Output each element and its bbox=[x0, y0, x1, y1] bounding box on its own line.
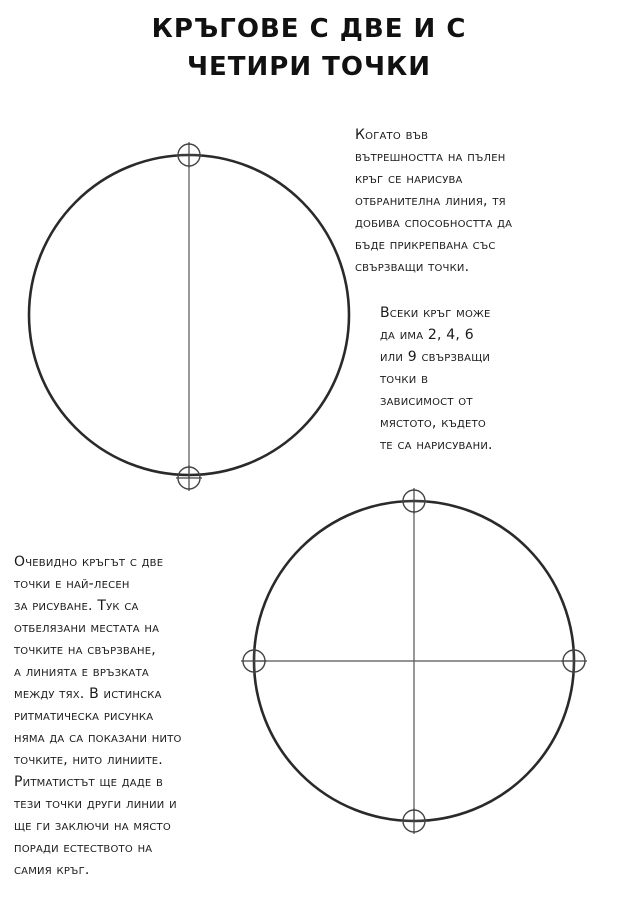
paragraph-line: те са нарисувани. bbox=[380, 437, 493, 453]
paragraph-line: Очевидно кръгът с две bbox=[14, 554, 164, 570]
paragraph-line: добива способността да bbox=[355, 215, 513, 231]
paragraph-line: мястото, където bbox=[380, 415, 486, 431]
paragraph-line: ритматическа рисунка bbox=[14, 708, 154, 724]
paragraph-line: вътрешността на пълен bbox=[355, 149, 506, 165]
title-line-1: КРЪГОВЕ С ДВЕ И С bbox=[151, 14, 467, 44]
page-title bbox=[0, 10, 618, 86]
paragraph-line: точките на свързване, bbox=[14, 642, 156, 658]
paragraph-line: точките, нито линиите. bbox=[14, 752, 163, 768]
paragraph-line: точки е най-лесен bbox=[14, 576, 130, 592]
paragraph-line: а линията е връзката bbox=[14, 664, 149, 680]
connection-point-top-marker bbox=[401, 488, 427, 514]
connection-point-bottom-marker bbox=[401, 808, 427, 834]
paragraph-line: поради естеството на bbox=[14, 840, 153, 856]
paragraph-line: Ритматистът ще даде в bbox=[14, 774, 164, 790]
title-line-2: ЧЕТИРИ ТОЧКИ bbox=[187, 52, 431, 82]
connection-point-right-marker bbox=[561, 648, 587, 674]
paragraph-line: за рисуване. Тук са bbox=[14, 598, 139, 614]
paragraph-line: зависимост от bbox=[380, 393, 473, 409]
connection-point-bottom-marker bbox=[176, 465, 202, 491]
paragraph-bottom-left bbox=[14, 551, 274, 881]
two-point-circle-figure bbox=[20, 130, 360, 500]
connection-point-top-marker bbox=[176, 142, 202, 168]
four-point-circle-figure bbox=[232, 478, 600, 846]
paragraph-line: ще ги заключи на място bbox=[14, 818, 171, 834]
paragraph-line: самия кръг. bbox=[14, 862, 90, 878]
paragraph-line: свързващи точки. bbox=[355, 259, 470, 275]
paragraph-line: между тях. В истинска bbox=[14, 686, 162, 702]
paragraph-line: тези точки други линии и bbox=[14, 796, 177, 812]
paragraph-line: точки в bbox=[380, 371, 429, 387]
paragraph-line: бъде прикрепвана със bbox=[355, 237, 496, 253]
paragraph-line: кръг се нарисува bbox=[355, 171, 463, 187]
paragraph-line: отбранителна линия, тя bbox=[355, 193, 506, 209]
paragraph-top-right bbox=[355, 124, 610, 278]
paragraph-line: или 9 свързващи bbox=[380, 349, 491, 365]
paragraph-line: отбелязани местата на bbox=[14, 620, 160, 636]
paragraph-line: Когато във bbox=[355, 127, 429, 143]
paragraph-line: няма да са показани нито bbox=[14, 730, 182, 746]
paragraph-line: да има 2, 4, 6 bbox=[380, 327, 474, 343]
paragraph-middle-right bbox=[380, 302, 610, 456]
paragraph-line: Всеки кръг може bbox=[380, 305, 491, 321]
